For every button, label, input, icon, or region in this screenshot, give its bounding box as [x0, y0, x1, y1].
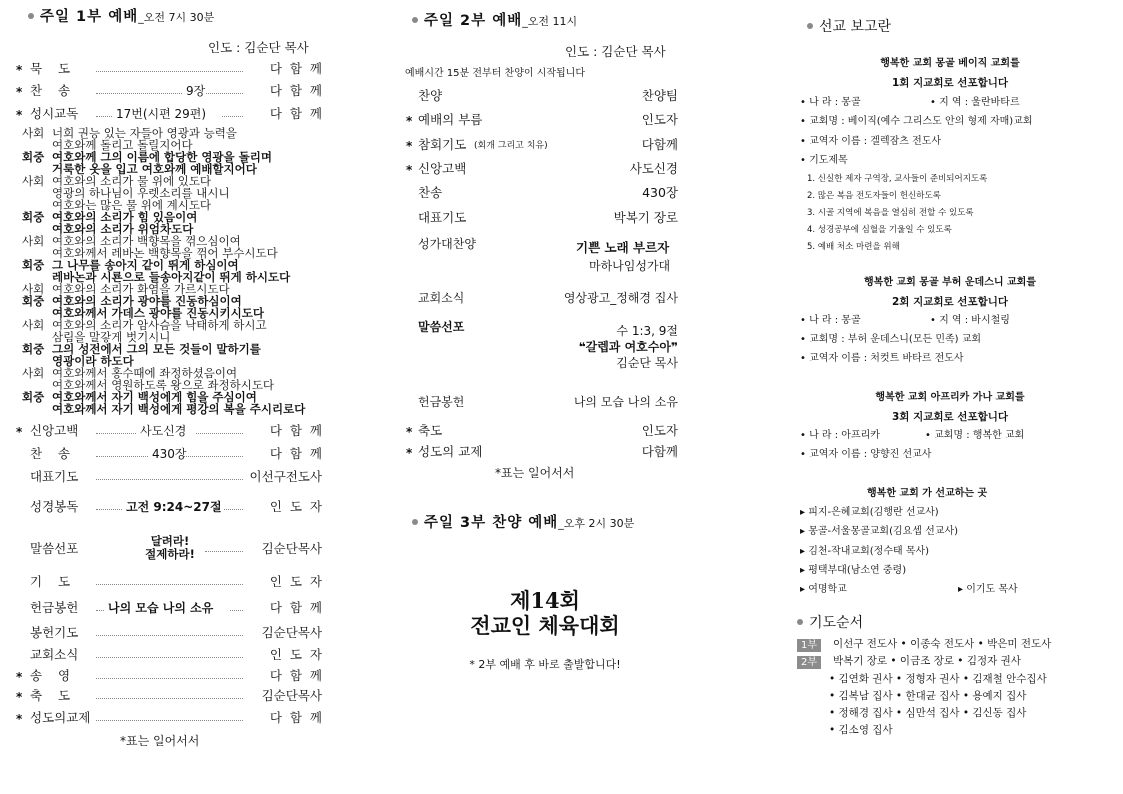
support-item: ▸ 피지-은혜교회(김행란 선교사) [800, 507, 939, 518]
leader-dots [222, 116, 243, 117]
mission-detail: • 교역자 이름 : 처컷트 바타르 전도사 [800, 353, 964, 364]
mission-title: 행복한 교회 아프리카 가나 교회를 [875, 392, 1025, 403]
order-right: 인 도 자 [269, 647, 322, 662]
stand-marker: * [406, 446, 413, 460]
leader-dots [96, 433, 136, 434]
order-value: 달려라! 절제하라! [145, 534, 195, 561]
leader-dots [96, 509, 122, 510]
prayer-line-2: 박복기 장로 • 이금조 장로 • 김정자 권사 [833, 655, 1021, 667]
order-right: 사도신경 [629, 161, 678, 176]
responsive-line: 여호와의 소리가 위엄차도다 [52, 222, 194, 236]
responsive-line: 그의 성전에서 그의 모든 것들이 말하기를 [52, 342, 261, 356]
column-second-service [400, 0, 700, 794]
prayer-topic: 5. 예배 처소 마련을 위해 [807, 242, 900, 252]
order-right: 인도자 [641, 112, 678, 127]
leader-dots [196, 433, 243, 434]
mission-declaration: 2회 지교회로 선포합니다 [891, 296, 1009, 308]
mission-detail: • 교역자 이름 : 겔렉잠츠 전도사 [800, 136, 942, 147]
order-right: 이선구전도사 [249, 469, 322, 484]
responsive-line: 여호와의 소리가 힘 있음이여 [52, 210, 198, 224]
mission-report-header: 선교 보고란 [807, 20, 891, 34]
leader-dots [96, 116, 112, 117]
leader-dots [96, 479, 243, 480]
badge-first-service: 1부 [797, 639, 821, 652]
order-right: 다 함 께 [269, 710, 322, 725]
responsive-speaker: 사회 [22, 282, 45, 296]
order-label: 대표기도 [418, 210, 467, 225]
responsive-line: 여호와께서 홍수때에 좌정하셨음이여 [52, 366, 238, 380]
responsive-line: 삼림을 말갛게 벗기시니 [52, 330, 171, 344]
order-label: 찬양 [418, 88, 443, 103]
leader-dots [206, 93, 243, 94]
event-line-1: 제14회 [510, 588, 580, 613]
prayer-topic: 1. 신실한 제자 구역장, 교사들이 준비되어지도록 [807, 174, 988, 184]
second-service-leader: 인도 : 김순단 목사 [565, 44, 666, 59]
support-title: 행복한 교회 가 선교하는 곳 [867, 488, 988, 499]
order-right: 김순단목사 [261, 625, 322, 640]
responsive-speaker: 회중 [22, 258, 45, 272]
mission-detail: • 나 라 : 아프리카 [800, 430, 880, 441]
stand-marker: * [16, 712, 23, 726]
order-right: 430장 [642, 185, 678, 200]
bullet-dot-icon [807, 23, 813, 29]
leader-dots [184, 456, 243, 457]
choir-label: 성가대찬양 [418, 237, 476, 251]
order-right: 인도자 [641, 423, 678, 438]
order-right: 다함께 [641, 444, 678, 459]
leader-dots [96, 610, 104, 611]
bullet-dot-icon [28, 13, 34, 19]
responsive-speaker: 사회 [22, 234, 45, 248]
leader-dots [205, 551, 243, 552]
responsive-line: 영광이라 하도다 [52, 354, 134, 368]
bullet-dot-icon [412, 17, 418, 23]
second-service-note: 예배시간 15분 전부터 찬양이 시작됩니다 [405, 68, 585, 79]
responsive-line: 여호와의 소리가 백향목을 꺾으심이여 [52, 234, 241, 248]
responsive-line: 거룩한 옷을 입고 여호와께 예배할지어다 [52, 162, 257, 176]
leader-dots [96, 71, 243, 72]
order-value: 사도신경 [140, 424, 187, 438]
order-right: 다 함 께 [269, 61, 322, 76]
order-right: 인 도 자 [269, 574, 322, 589]
order-right: 김순단목사 [261, 541, 322, 556]
stand-marker: * [16, 425, 23, 439]
order-label: 헌금봉헌 [30, 600, 79, 615]
leader-dots [96, 93, 182, 94]
first-service-footer: *표는 일어서서 [120, 734, 200, 748]
offering-value: 나의 모습 나의 소유 [573, 395, 678, 409]
second-service-header: 주일 2부 예배_오전 11시 [412, 14, 577, 29]
leader-dots [96, 657, 243, 658]
third-service-header: 주일 3부 찬양 예배_오후 2시 30분 [412, 516, 634, 531]
sermon-preacher: 김순단 목사 [616, 356, 678, 370]
order-label: 기 도 [30, 574, 71, 589]
prayer-line: • 김복남 집사 • 한대균 집사 • 용예지 집사 [829, 690, 1027, 702]
order-label: 교회소식 [30, 647, 79, 662]
order-label: 말씀선포 [30, 541, 79, 556]
sermon-verse: 수 1:3, 9절 [616, 324, 678, 338]
order-label: 성경봉독 [30, 499, 79, 514]
responsive-line: 그 나무를 송아지 같이 뛰게 하심이여 [52, 258, 239, 272]
leader-dots [96, 635, 243, 636]
support-item: ▸ 평택부대(남소연 중령) [800, 565, 907, 576]
responsive-line: 여호와께 돌리고 돌릴지어다 [52, 138, 193, 152]
support-item: ▸ 김천-작내교회(정수태 목사) [800, 546, 930, 557]
leader-dots [96, 456, 148, 457]
stand-marker: * [406, 163, 413, 177]
leader-dots [230, 610, 243, 611]
responsive-line: 여호와의 소리가 화염을 가르시도다 [52, 282, 230, 296]
first-service-leader: 인도 : 김순단 목사 [208, 40, 309, 55]
order-right: 다 함 께 [269, 668, 322, 683]
responsive-speaker: 회중 [22, 390, 45, 404]
responsive-speaker: 사회 [22, 126, 45, 140]
responsive-speaker: 회중 [22, 210, 45, 224]
order-label: 예배의 부름 [418, 112, 483, 127]
support-item: ▸ 이기도 목사 [958, 584, 1018, 595]
stand-marker: * [16, 85, 23, 99]
first-service-header: 주일 1부 예배_오전 7시 30분 [28, 10, 214, 25]
order-label: 신앙고백 [30, 423, 79, 438]
order-label: 신앙고백 [418, 161, 467, 176]
sermon-title: ❝갈렙과 여호수아❞ [578, 340, 678, 354]
mission-detail: • 지 역 : 바시철링 [930, 315, 1010, 326]
news-label: 교회소식 [418, 291, 465, 305]
mission-detail: • 교회명 : 행복한 교회 [925, 430, 1025, 441]
mission-declaration: 3회 지교회로 선포합니다 [891, 411, 1009, 423]
order-label: 찬 송 [30, 83, 71, 98]
sermon-label: 말씀선포 [418, 320, 465, 334]
responsive-line: 여호와께서 자기 백성에게 평강의 복을 주시리로다 [52, 402, 306, 416]
column-mission [795, 0, 1120, 794]
mission-detail: • 기도제목 [800, 155, 848, 166]
prayer-line: • 김연화 권사 • 정형자 권사 • 김재철 안수집사 [829, 673, 1047, 685]
order-right: 박복기 장로 [613, 210, 678, 225]
mission-declaration: 1회 지교회로 선포합니다 [891, 77, 1009, 89]
leader-dots [96, 698, 243, 699]
mission-title: 행복한 교회 몽골 베이직 교회를 [880, 58, 1020, 69]
order-right: 다함께 [641, 137, 678, 152]
bullet-dot-icon [412, 519, 418, 525]
prayer-topic: 2. 많은 복음 전도자들이 헌신하도록 [807, 191, 941, 201]
order-value: 17번(시편 29편) [116, 107, 207, 121]
order-right: 다 함 께 [269, 600, 322, 615]
order-label: 성시교독 [30, 106, 79, 121]
news-value: 영상광고_정해경 집사 [563, 291, 678, 305]
order-value: 고전 9:24~27절 [126, 500, 222, 514]
responsive-speaker: 회중 [22, 342, 45, 356]
responsive-speaker: 사회 [22, 174, 45, 188]
event-note: * 2부 예배 후 바로 출발합니다! [469, 658, 621, 671]
order-sub: (회개 그리고 치유) [474, 141, 548, 151]
responsive-speaker: 회중 [22, 150, 45, 164]
order-label: 봉헌기도 [30, 625, 79, 640]
leader-dots [96, 678, 243, 679]
responsive-line: 여호와께서 레바논 백향목을 꺾어 부수시도다 [52, 246, 278, 260]
prayer-order-header: 기도순서 [797, 616, 863, 630]
order-right: 다 함 께 [269, 106, 322, 121]
stand-marker: * [406, 139, 413, 153]
order-label: 성도의 교제 [418, 444, 483, 459]
responsive-line: 여호와께 그의 이름에 합당한 영광을 돌리며 [52, 150, 272, 164]
order-right: 다 함 께 [269, 446, 322, 461]
second-service-footer: *표는 일어서서 [495, 466, 575, 480]
order-value: 430장 [152, 447, 187, 461]
event-line-2: 전교인 체육대회 [470, 613, 620, 638]
responsive-line: 여호와의 소리가 광야를 진동하심이여 [52, 294, 242, 308]
responsive-speaker: 사회 [22, 318, 45, 332]
responsive-line: 여호와께서 가데스 광야를 진동시키시도다 [52, 306, 264, 320]
stand-marker: * [16, 690, 23, 704]
stand-marker: * [16, 108, 23, 122]
order-right: 다 함 께 [269, 423, 322, 438]
leader-dots [96, 720, 243, 721]
bullet-dot-icon [797, 619, 803, 625]
order-value: 9장 [186, 84, 206, 98]
mission-detail: • 교회명 : 베이직(예수 그리스도 안의 형제 자매)교회 [800, 116, 1033, 127]
prayer-line: • 김소영 집사 [829, 724, 893, 736]
order-label: 축 도 [30, 688, 71, 703]
offering-label: 헌금봉헌 [418, 395, 465, 409]
mission-title: 행복한 교회 몽골 부허 운데스니 교회를 [864, 277, 1036, 288]
badge-second-service: 2부 [797, 656, 821, 669]
stand-marker: * [16, 63, 23, 77]
order-label: 묵 도 [30, 61, 71, 76]
order-label: 참회기도 [418, 137, 467, 152]
mission-detail: • 지 역 : 울란바타르 [930, 97, 1020, 108]
prayer-line: • 정해경 집사 • 심만석 집사 • 김신동 집사 [829, 707, 1027, 719]
mission-detail: • 나 라 : 몽골 [800, 97, 861, 108]
order-value: 나의 모습 나의 소유 [108, 601, 214, 615]
stand-marker: * [406, 114, 413, 128]
order-label: 찬 송 [30, 446, 71, 461]
support-item: ▸ 여명학교 [800, 584, 847, 595]
responsive-speaker: 사회 [22, 366, 45, 380]
order-label: 대표기도 [30, 469, 79, 484]
prayer-line-1: 이선구 전도사 • 이종숙 전도사 • 박은미 전도사 [833, 638, 1052, 650]
support-item: ▸ 몽골-서울몽골교회(김요셉 선교사) [800, 526, 959, 537]
responsive-line: 여호와의 소리가 물 위에 있도다 [52, 174, 212, 188]
order-label: 송 영 [30, 668, 71, 683]
choir-song: 기쁜 노래 부르자 [576, 240, 670, 255]
leader-dots [96, 584, 243, 585]
order-label: 성도의교제 [30, 710, 91, 725]
order-right: 찬양팀 [641, 88, 678, 103]
mission-detail: • 교역자 이름 : 양향진 선교사 [800, 449, 932, 460]
leader-dots [224, 509, 243, 510]
stand-marker: * [16, 670, 23, 684]
order-label: 찬송 [418, 185, 443, 200]
mission-detail: • 나 라 : 몽골 [800, 315, 861, 326]
responsive-line: 영광의 하나님이 우렛소리를 내시니 [52, 186, 230, 200]
prayer-topic: 4. 성경공부에 심혈을 기울일 수 있도록 [807, 225, 952, 235]
responsive-line: 레바논과 시룐으로 들송아지같이 뛰게 하시도다 [52, 270, 291, 284]
responsive-line: 여호와께서 영원하도록 왕으로 좌정하시도다 [52, 378, 275, 392]
order-right: 김순단목사 [261, 688, 322, 703]
prayer-topic: 3. 시골 지역에 복음을 열심히 전할 수 있도록 [807, 208, 974, 218]
responsive-line: 너희 권능 있는 자들아 영광과 능력을 [52, 126, 237, 140]
responsive-speaker: 회중 [22, 294, 45, 308]
order-label: 축도 [418, 423, 443, 438]
choir-group: 마하나임성가대 [589, 259, 671, 273]
mission-detail: • 교회명 : 부허 운데스니(모든 민족) 교회 [800, 334, 982, 345]
order-right: 다 함 께 [269, 83, 322, 98]
column-first-service [0, 0, 360, 794]
stand-marker: * [406, 425, 413, 439]
responsive-line: 여호와의 소리가 암사슴을 낙태하게 하시고 [52, 318, 267, 332]
responsive-line: 여호와께서 자기 백성에게 힘을 주심이여 [52, 390, 257, 404]
order-right: 인 도 자 [269, 499, 322, 514]
responsive-line: 여호와는 많은 물 위에 계시도다 [52, 198, 212, 212]
